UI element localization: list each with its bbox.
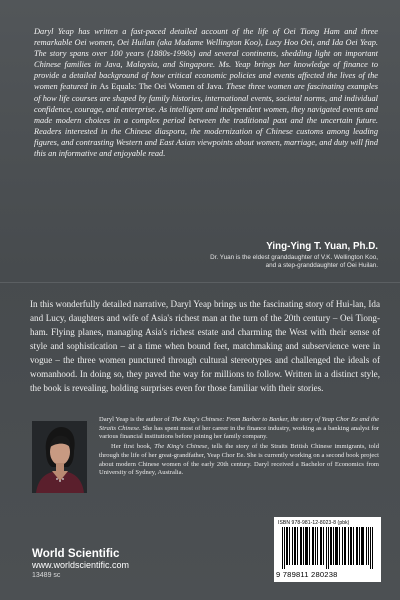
- bio-p1-book-title: The King's Chinese: From Barber to Banker, the story of Yeap Chor Ee and the Straits Chinese: [99, 416, 380, 432]
- endorsement-text-2: . These three women are fascinating examples of how life courses are shaped by family histories, international events, societal norms, and individual confidence, courage, and enterprise. As intelligent and independent women, they navigated events and made modern choices in a complex period between the traditional past and the uncertain future. Readers interested in the Chinese diaspora, the modernization of Chinese customs among leading figures, and contrasting Western and East Asian viewpoints about women, marriage, and duty will find this an informative and enjoyable read.: [34, 82, 378, 159]
- publisher-block: [32, 547, 129, 580]
- book-blurb: [30, 297, 380, 395]
- blurb-text: In this wonderfully detailed narrative, Daryl Yeap brings us the fascinating story of Hui-lan, Ida and Lucy, daughters and wife of Asia's richest man at the turn of the 20th century – Oei Tiong-ham. Flying planes, managing Asia's richest estate and charming the West with their sense of style and sophistication – at a time when bound feet, matchmaking and subservience were in vogue – the three women punctured through cultural stereotypes and challenged the ideals of womanhood. In doing so, they paved the way for millions to follow. Written in a distinct style, the book is revealing, holding surprises even for those familiar with their stories.: [30, 299, 380, 393]
- bio-p1-text-b: . She has spent most of her career in the finance industry, working as a banking analyst for various financial institutions before joining her family company.: [99, 424, 379, 441]
- endorsement-quote: [34, 26, 378, 159]
- author-bio: [99, 416, 379, 478]
- endorser-name: Ying-Ying T. Yuan, Ph.D.: [266, 241, 378, 252]
- bio-p2-text-b: , tells the story of the Straits British Chinese immigrants, told through the life of her great-grandfather, Yeap Chor Ee. She is currently working on a second book project about modern Chinese women of the early 20th century. Daryl received a Bachelor of Economics from University of Sydney, Australia.: [99, 443, 379, 477]
- endorser-note: [78, 254, 378, 270]
- bio-paragraph-2: [99, 443, 379, 478]
- section-divider: [0, 282, 400, 283]
- bio-p2-text-a: Her first book,: [111, 443, 155, 451]
- barcode-bars: [282, 527, 374, 569]
- endorsement-book-title: As Equals: The Oei Women of Java: [99, 82, 222, 92]
- isbn-barcode: [274, 517, 381, 582]
- author-photo: [32, 421, 87, 493]
- endorsement-text-1: Daryl Yeap has written a fast-paced detailed account of the life of Oei Tiong Ham and three remarkable Oei women, Oei Huilan (aka Madame Wellington Koo), Lucy Hoo Oei, and Ida Oei Yeap. The story spans over 100 years (1880s-1990s) and several continents, shedding light on important Chinese families in Java, Malaysia, and Singapore. Ms. Yeap brings her knowledge of finance to provide a detailed background of how critical economic policies and events affected the lives of the women featured in: [34, 27, 378, 92]
- endorser-note-line-1: Dr. Yuan is the eldest granddaughter of V.K. Wellington Koo,: [210, 254, 378, 261]
- bio-p2-book-title: The King's Chinese: [154, 443, 208, 451]
- publisher-name: World Scientific: [32, 547, 120, 560]
- publisher-url[interactable]: www.worldscientific.com: [32, 560, 130, 570]
- endorsement-byline: [78, 241, 378, 270]
- isbn-text: ISBN 978-981-12-8023-8 (pbk): [278, 520, 350, 526]
- bio-paragraph-1: [99, 416, 379, 442]
- endorser-note-line-2: and a step-granddaughter of Oei Huilan.: [265, 262, 378, 270]
- bio-p1-text-a: Daryl Yeap is the author of: [99, 416, 172, 423]
- barcode-number: 9 789811 280238: [276, 570, 338, 579]
- publisher-code: 13489 sc: [32, 572, 61, 579]
